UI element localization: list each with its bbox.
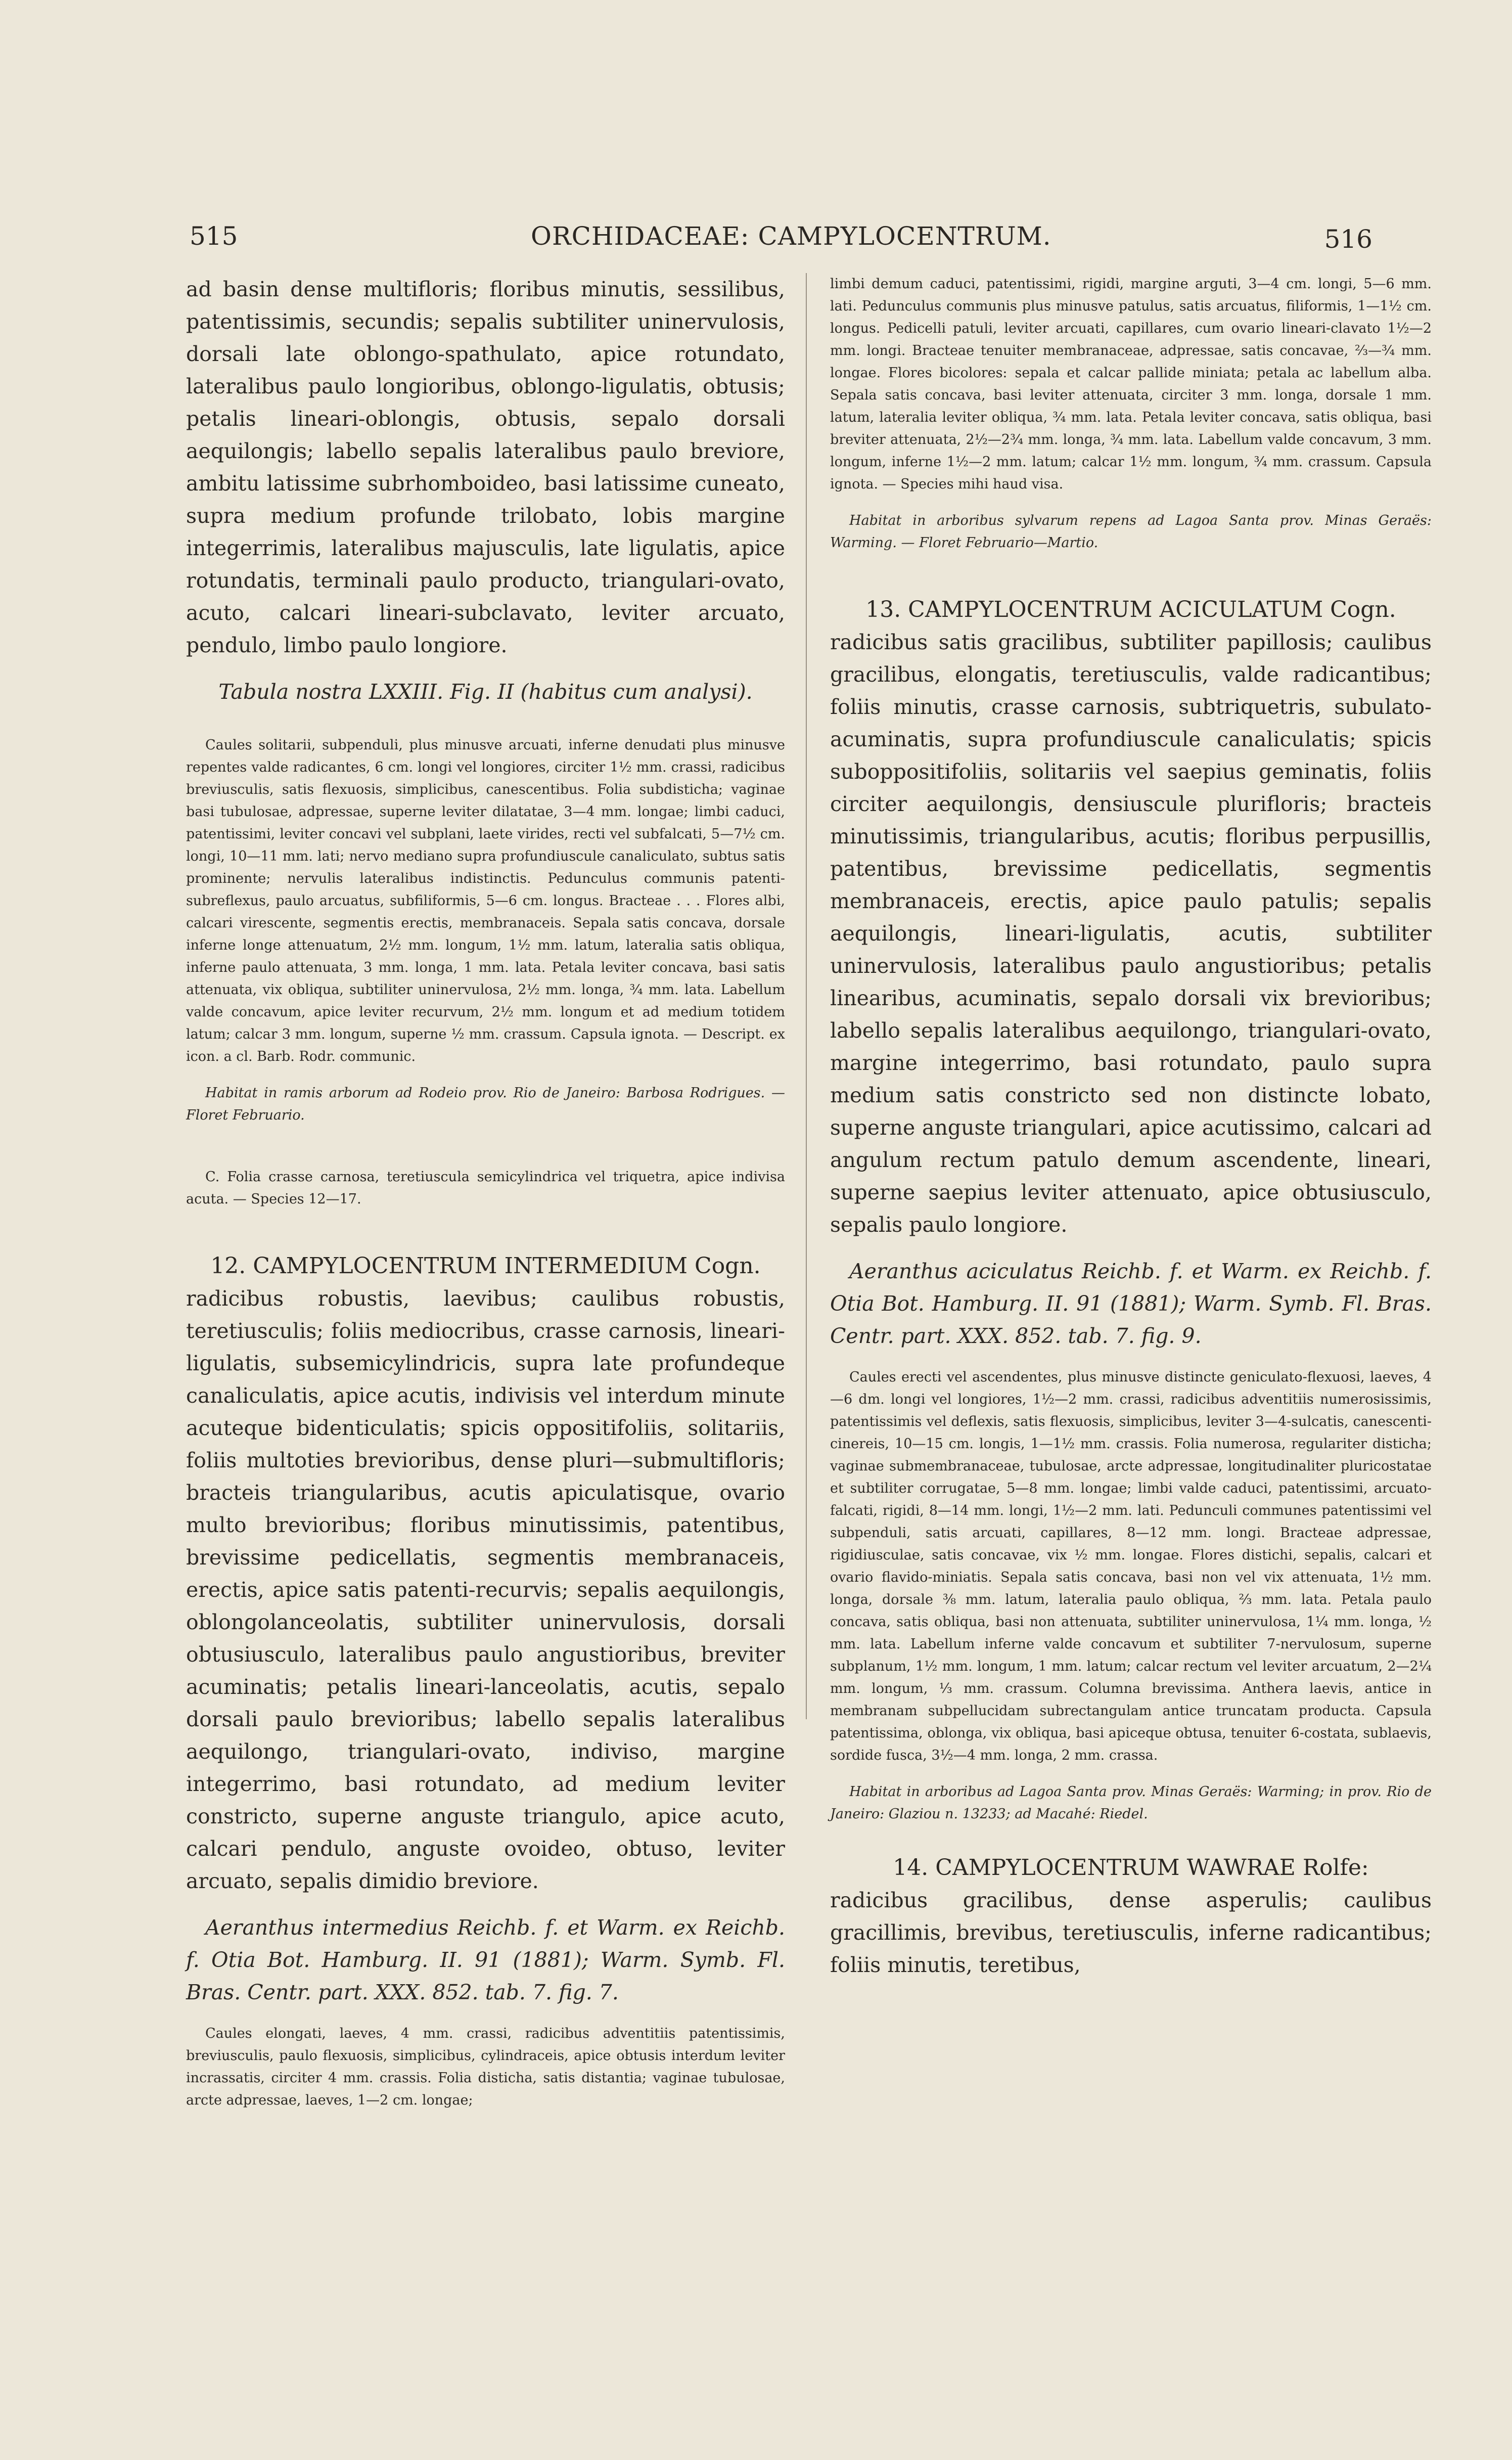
species-12-description: radicibus robustis, laevibus; caulibus robustis, teretiusculis; foliis mediocribus, crasse carnosis, lineari-ligulatis, subsemicylindricis, supra late profundeque canaliculatis, apice acutis, indivisis vel interdum minute acuteque bidenticulatis; spicis oppositifoliis, solitariis, foliis multoties brevioribus, dense pluri—submultifloris; bracteis triangularibus, acutis apiculatisque, ovario multo brevioribus; floribus minutissimis, patentibus, brevissime pedicellatis, segmentis membranaceis, erectis, apice satis patenti-recurvis; sepalis aequilongis, oblongolanceolatis, subtiliter uninervulosis, dorsali obtusiusculo, lateralibus paulo angustioribus, breviter acuminatis; petalis lineari-lanceolatis, acutis, sepalo dorsali paulo brevioribus; labello sepalis lateralibus aequilongo, triangulari-ovato, indiviso, margine integerrimo, basi rotundato, ad medium leviter constricto, superne anguste triangulo, apice acuto, calcari pendulo, anguste ovoideo, obtuso, leviter arcuato, sepalis dimidio breviore.: [186, 1286, 785, 1893]
species-14-heading: 14. CAMPYLOCENTRUM WAWRAE Rolfe:: [893, 1855, 1369, 1881]
species-12-heading: 12. CAMPYLOCENTRUM INTERMEDIUM Cogn.: [210, 1253, 761, 1279]
species-13-description: radicibus satis gracilibus, subtiliter papillosis; caulibus gracilibus, elongatis, teretiusculis, valde radicantibus; foliis minutis, crasse carnosis, subtriquetris, subulato-acuminatis, supra profundiuscule canaliculatis; spicis suboppositifoliis, solitariis vel saepius geminatis, foliis circiter aequilongis, densiuscule plurifloris; bracteis minutissimis, triangularibus, acutis; floribus perpusillis, patentibus, brevissime pedicellatis, segmentis membranaceis, erectis, apice paulo patulis; sepalis aequilongis, lineari-ligulatis, acutis, subtiliter uninervulosis, lateralibus paulo angustioribus; petalis linearibus, acuminatis, sepalo dorsali vix brevioribus; labello sepalis lateralibus aequilongo, triangulari-ovato, margine integerrimo, basi rotundato, paulo supra medium satis constricto sed non distincte lobato, superne anguste triangulari, apice acutissimo, calcari ad angulum rectum patulo demum ascendente, lineari, superne saepius leviter attenuato, apice obtusiusculo, sepalis paulo longiore.: [830, 630, 1432, 1237]
plate-reference: Tabula nostra LXXIII. Fig. II (habitus cum analysi).: [218, 680, 753, 704]
right-column: [830, 273, 1432, 1981]
detailed-description: Caules solitarii, subpenduli, plus minusve arcuati, inferne denudati plus minusve repentes valde radicantes, 6 cm. longi vel longiores, circiter 1½ mm. crassi, radicibus breviusculis, satis flexuosis, simplicibus, canescentibus. Folia subdisticha; vaginae basi tubulosae, adpressae, superne leviter dilatatae, 3—4 mm. longae; limbi caduci, patentissimi, leviter concavi vel subplani, laete virides, recti vel subfalcati, 5—7½ cm. longi, 10—11 mm. lati; nervo mediano supra profundiuscule canaliculato, subtus satis prominente; nervulis lateralibus indistinctis. Pedunculus communis patenti-subreflexus, paulo arcuatus, subfiliformis, 5—6 cm. longus. Bracteae . . . Flores albi, calcari virescente, segmentis erectis, membranaceis. Sepala satis concava, dorsale inferne longe attenuatum, 2½ mm. longum, 1½ mm. latum, lateralia satis obliqua, inferne paulo attenuata, 3 mm. longa, 1 mm. lata. Petala leviter concava, basi satis attenuata, vix obliqua, subtiliter uninervulosa, 2½ mm. longa, ¾ mm. lata. Labellum valde concavum, apice leviter recurvum, 2½ mm. longum et ad medium totidem latum; calcar 3 mm. longum, superne ½ mm. crassum. Capsula ignota. — Descript. ex icon. a cl. Barb. Rodr. communic.: [186, 737, 785, 1064]
species-12-details-continued: limbi demum caduci, patentissimi, rigidi, margine arguti, 3—4 cm. longi, 5—6 mm. lati. Pedunculus communis plus minusve patulus, satis arcuatus, filiformis, 1—1½ cm. longus. Pedicelli patuli, leviter arcuati, capillares, cum ovario lineari-clavato 1½—2 mm. longi. Bracteae tenuiter membranaceae, adpressae, satis concavae, ⅔—¾ mm. longae. Flores bicolores: sepala et calcar pallide miniata; petala ac labellum alba. Sepala satis concava, basi leviter attenuata, circiter 3 mm. longa, dorsale 1 mm. latum, lateralia leviter obliqua, ¾ mm. lata. Petala leviter concava, satis obliqua, basi breviter attenuata, 2½—2¾ mm. longa, ¾ mm. lata. Labellum valde concavum, 3 mm. longum, inferne 1½—2 mm. latum; calcar 1½ mm. longum, ¾ mm. crassum. Capsula ignota. — Species mihi haud visa.: [830, 276, 1432, 492]
running-head: ORCHIDACEAE: CAMPYLOCENTRUM.: [531, 221, 1051, 251]
species-12-details: Caules elongati, laeves, 4 mm. crassi, radicibus adventitiis patentissimis, breviusculis, paulo flexuosis, simplicibus, cylindraceis, apice obtusis interdum leviter incrassatis, circiter 4 mm. crassis. Folia disticha, satis distantia; vaginae tubulosae, arcte adpressae, laeves, 1—2 cm. longae;: [186, 2026, 785, 2108]
left-column: [186, 273, 785, 2112]
page-number-left: 515: [190, 221, 238, 251]
habitat-note-13: Habitat in arboribus ad Lagoa Santa prov. Minas Geraës: Warming; in prov. Rio de Janeiro: Glaziou n. 13233; ad Macahé: Riedel.: [830, 1784, 1432, 1822]
section-c-note: C. Folia crasse carnosa, teretiuscula semicylindrica vel triquetra, apice indivisa acuta. — Species 12—17.: [186, 1169, 785, 1207]
page-header: [190, 221, 1372, 257]
species-13-details: Caules erecti vel ascendentes, plus minusve distincte geniculato-flexuosi, laeves, 4—6 dm. longi vel longiores, 1½—2 mm. crassi, radicibus adventitiis numerosissimis, patentissimis vel deflexis, satis flexuosis, simplicibus, leviter 3—4-sulcatis, canescenti-cinereis, 10—15 cm. longis, 1—1½ mm. crassis. Folia numerosa, regulariter disticha; vaginae submembranaceae, tubulosae, arcte adpressae, longitudinaliter pluricostatae et subtiliter corrugatae, 5—8 mm. longae; limbi valde caduci, patentissimi, arcuato-falcati, rigidi, 8—14 mm. longi, 1½—2 mm. lati. Pedunculi communes patentissimi vel subpenduli, satis arcuati, capillares, 8—12 mm. longi. Bracteae adpressae, rigidiusculae, satis concavae, vix ½ mm. longae. Flores distichi, sepalis, calcari et ovario flavido-miniatis. Sepala satis concava, basi non vel vix attenuata, 1½ mm. longa, dorsale ⅜ mm. latum, lateralia paulo obliqua, ⅔ mm. lata. Petala paulo concava, satis obliqua, basi non attenuata, subtiliter uninervulosa, 1¼ mm. longa, ½ mm. lata. Labellum inferne valde concavum et subtiliter 7-nervulosum, superne subplanum, 1½ mm. longum, 1 mm. latum; calcar rectum vel leviter arcuatum, 2—2¼ mm. longum, ⅓ mm. crassum. Columna brevissima. Anthera laevis, antice in membranam subpellucidam subrectangulam antice truncatam producta. Capsula patentissima, oblonga, vix obliqua, basi apiceque obtusa, tenuiter 6-costata, sublaevis, sordide fusca, 3½—4 mm. longa, 2 mm. crassa.: [830, 1369, 1432, 1763]
habitat-note-12: Habitat in arboribus sylvarum repens ad Lagoa Santa prov. Minas Geraës: Warming. — Floret Februario—Martio.: [830, 513, 1432, 551]
species-14-description: radicibus gracilibus, dense asperulis; caulibus gracillimis, brevibus, teretiusculis, inferne radicantibus; foliis minutis, teretibus,: [830, 1888, 1432, 1977]
habitat-note: Habitat in ramis arborum ad Rodeio prov. Rio de Janeiro: Barbosa Rodrigues. — Floret Februario.: [186, 1085, 785, 1123]
page-number-right: 516: [1324, 225, 1372, 254]
species-13-heading: 13. CAMPYLOCENTRUM ACICULATUM Cogn.: [865, 597, 1396, 622]
species-12-citation: Aeranthus intermedius Reichb. f. et Warm. ex Reichb. f. Otia Bot. Hamburg. II. 91 (1881); Warm. Symb. Fl. Bras. Centr. part. XXX. 852. tab. 7. fig. 7.: [186, 1915, 785, 2004]
species-13-citation: Aeranthus aciculatus Reichb. f. et Warm. ex Reichb. f. Otia Bot. Hamburg. II. 91 (1881); Warm. Symb. Fl. Bras. Centr. part. XXX. 852. tab. 7. fig. 9.: [830, 1259, 1432, 1348]
species-description-continued: ad basin dense multifloris; floribus minutis, sessilibus, patentissimis, secundis; sepalis subtiliter uninervulosis, dorsali late oblongo-spathulato, apice rotundato, lateralibus paulo longioribus, oblongo-ligulatis, obtusis; petalis lineari-oblongis, obtusis, sepalo dorsali aequilongis; labello sepalis lateralibus paulo breviore, ambitu latissime subrhomboideo, basi latissime cuneato, supra medium profunde trilobato, lobis margine integerrimis, lateralibus majusculis, late ligulatis, apice rotundatis, terminali paulo producto, triangulari-ovato, acuto, calcari lineari-subclavato, leviter arcuato, pendulo, limbo paulo longiore.: [186, 277, 785, 657]
column-divider: [806, 273, 807, 1719]
